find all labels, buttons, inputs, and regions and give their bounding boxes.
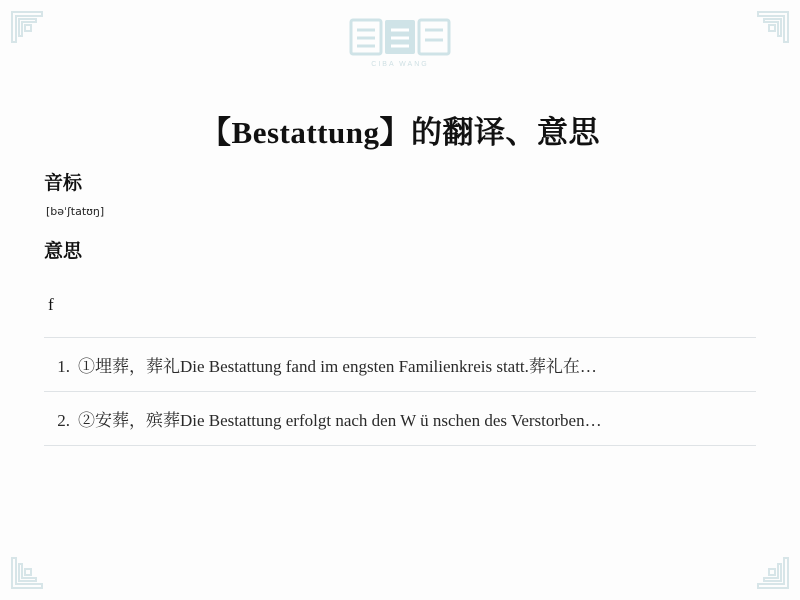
page-title: 【Bestattung】的翻译、意思 (200, 114, 600, 150)
logo-subtitle: CIBA WANG (371, 61, 429, 68)
list-item[interactable] (44, 391, 756, 446)
meaning-heading: 意思 (44, 241, 83, 262)
sense-number: 1. (57, 357, 70, 376)
phonetic-heading: 音标 (44, 173, 83, 194)
sense-list (44, 337, 756, 446)
part-of-speech: f (48, 295, 54, 314)
list-item[interactable] (44, 337, 756, 391)
sense-text: ①埋葬，葬礼Die Bestattung fand im engsten Familienkreis statt.葬礼在… (78, 357, 597, 376)
site-logo[interactable] (334, 14, 466, 68)
corner-ornament-top-left (10, 10, 44, 44)
logo-icon (337, 14, 463, 60)
corner-ornament-bottom-left (10, 556, 44, 590)
entry-content (44, 168, 756, 446)
corner-ornament-top-right (756, 10, 790, 44)
sense-number: 2. (57, 411, 70, 430)
sense-text: ②安葬，殡葬Die Bestattung erfolgt nach den W ü nschen des Verstorben… (78, 411, 602, 430)
corner-ornament-bottom-right (756, 556, 790, 590)
phonetic-value: [bəˈʃtatʊŋ] (46, 205, 105, 218)
